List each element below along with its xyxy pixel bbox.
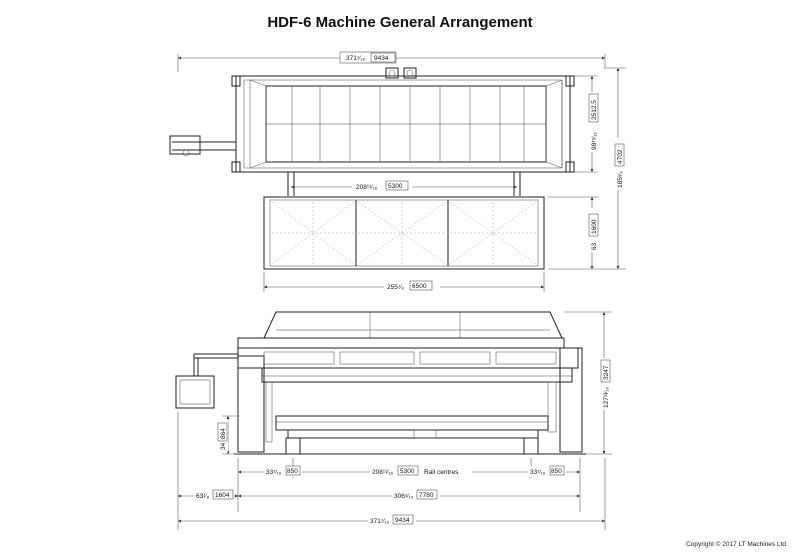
elev-rail-centres-label: Rail centres (424, 469, 459, 476)
plan-table-depth-inch: 63 (591, 242, 598, 250)
plan-table-width-inch: 255⁷⁄₈ (387, 284, 404, 291)
machine-hood (264, 312, 562, 338)
right-leg (560, 348, 582, 452)
elev-left-offset-mm: 850 (287, 468, 298, 475)
plan-overall-depth-inch: 185¹⁄₈ (617, 171, 624, 188)
drawing-title: HDF-6 Machine General Arrangement (267, 14, 533, 31)
elev-overall-height-inch: 127¹³⁄₁₆ (603, 386, 610, 408)
elev-left-offset-inch: 33⁷⁄₁₆ (266, 469, 282, 476)
elev-console-offset-inch: 63¹⁄₈ (196, 493, 210, 500)
elev-right-offset-mm: 850 (551, 468, 562, 475)
elev-table-height-mm: 864 (220, 428, 227, 439)
plan-overall-width-mm: 9434 (374, 55, 389, 62)
plan-view (170, 52, 626, 292)
elevation-view (176, 312, 612, 530)
plan-overall-width-inch: 371⁷⁄₁₆ (346, 55, 366, 62)
gantry-beam (238, 348, 578, 368)
elev-frame-width-mm: 7780 (419, 492, 434, 499)
plan-frame-depth-inch: 98¹⁵⁄₁₆ (591, 132, 598, 150)
plan-overall-depth-mm: 4702 (617, 149, 624, 164)
elev-overall-width-inch: 371⁷⁄₁₆ (370, 518, 390, 525)
elev-right-offset-inch: 33⁷⁄₁₆ (530, 469, 546, 476)
plan-table-width-mm: 6500 (412, 283, 427, 290)
elev-overall-height-mm: 3247 (603, 365, 610, 380)
plan-table-depth-mm: 1600 (591, 219, 598, 234)
elev-table-height-inch: 34 (220, 442, 227, 450)
elev-frame-width-inch: 306⁵⁄₁₆ (394, 493, 414, 500)
plan-rail-span-inch: 208¹¹⁄₁₆ (356, 184, 378, 191)
plan-rail-span-mm: 5300 (388, 183, 403, 190)
table-top (276, 416, 548, 430)
left-leg (238, 356, 264, 452)
elev-rail-centres-mm: 5300 (400, 468, 415, 475)
control-console (176, 376, 214, 408)
control-console-plan (170, 136, 200, 154)
elev-overall-width-mm: 9434 (395, 517, 410, 524)
copyright-notice: Copyright © 2017 LT Machines Ltd (686, 541, 786, 548)
elev-console-offset-mm: 1604 (215, 492, 230, 499)
plan-frame-depth-mm: 2512.5 (591, 100, 598, 120)
elev-rail-centres-inch: 208¹¹⁄₁₆ (372, 469, 394, 476)
